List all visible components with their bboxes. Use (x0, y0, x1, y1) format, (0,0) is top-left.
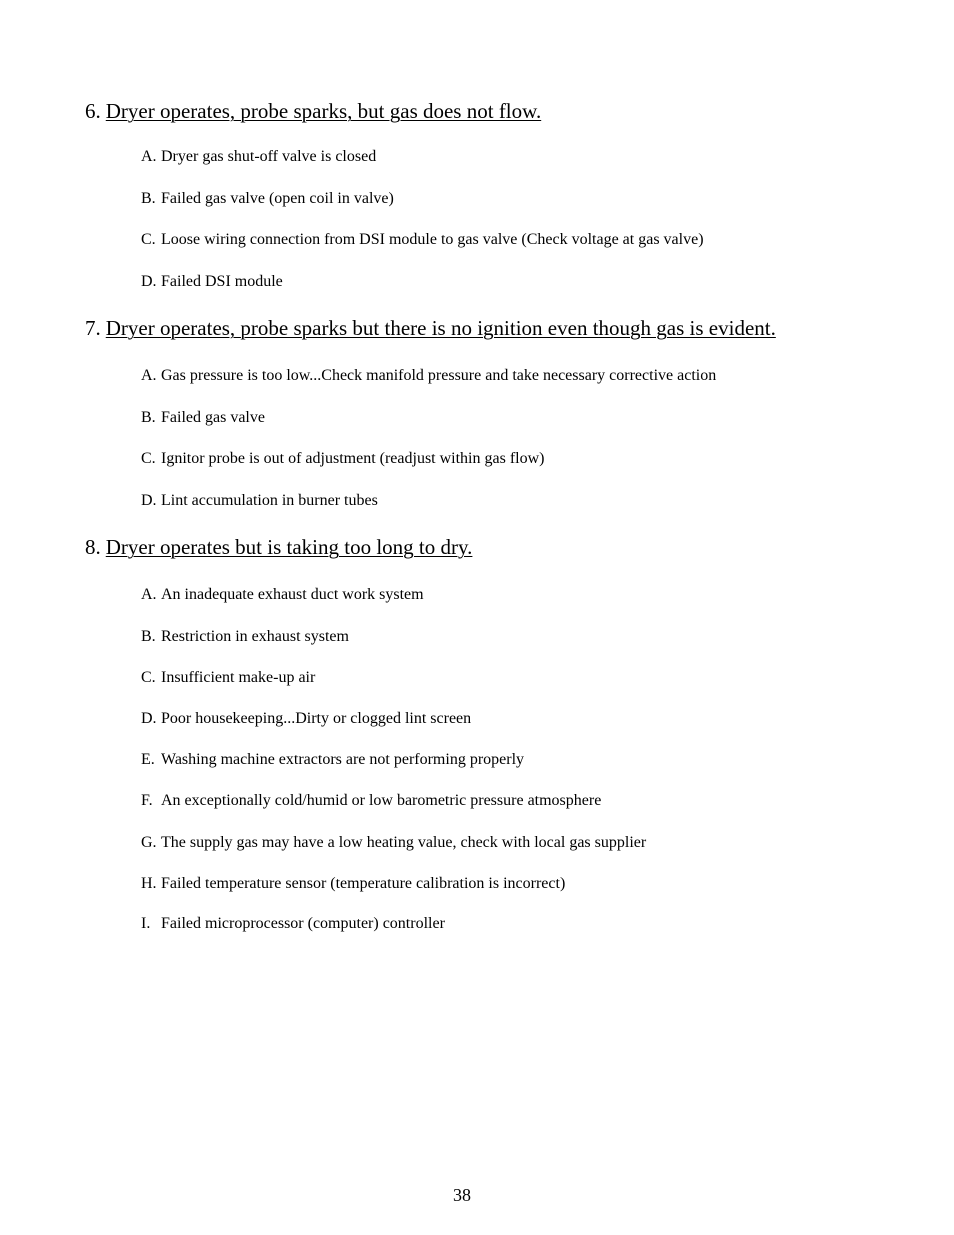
item-text: Failed DSI module (161, 273, 283, 290)
list-item (141, 874, 565, 894)
list-item (141, 914, 445, 934)
list-item (141, 709, 471, 729)
item-letter: A. (141, 148, 157, 165)
item-letter: C. (141, 669, 156, 686)
item-text: An exceptionally cold/humid or low barometric pressure atmosphere (161, 792, 602, 809)
item-text: The supply gas may have a low heating value, check with local gas supplier (161, 834, 647, 851)
list-item (141, 791, 601, 811)
list-item (141, 272, 283, 292)
section-8-heading (85, 535, 472, 559)
item-letter: A. (141, 586, 157, 603)
item-text: Ignitor probe is out of adjustment (readjust within gas flow) (161, 450, 545, 467)
list-item (141, 491, 378, 511)
item-text: Gas pressure is too low...Check manifold pressure and take necessary corrective action (161, 367, 717, 384)
section-number: 8. (85, 535, 101, 559)
item-text: Poor housekeeping...Dirty or clogged lint screen (161, 710, 472, 727)
item-text: Restriction in exhaust system (161, 628, 349, 645)
item-text: Lint accumulation in burner tubes (161, 492, 378, 509)
section-number: 7. (85, 316, 101, 340)
list-item (141, 147, 376, 167)
item-letter: B. (141, 628, 156, 645)
section-title: Dryer operates, probe sparks, but gas does not flow. (105, 99, 542, 123)
item-text: Failed gas valve (161, 409, 265, 426)
section-title: Dryer operates but is taking too long to dry. (105, 535, 473, 559)
item-text: Dryer gas shut-off valve is closed (161, 148, 377, 165)
item-letter: D. (141, 710, 157, 727)
page-number: 38 (453, 1185, 471, 1205)
section-6-heading (85, 99, 541, 123)
item-letter: F. (141, 792, 153, 809)
list-item (141, 585, 424, 605)
list-item (141, 627, 349, 647)
item-text: Failed temperature sensor (temperature calibration is incorrect) (161, 875, 566, 892)
section-number: 6. (85, 99, 101, 123)
item-letter: I. (141, 915, 151, 932)
list-item (141, 833, 646, 853)
section-title: Dryer operates, probe sparks but there is no ignition even though gas is evident. (105, 316, 776, 340)
item-letter: C. (141, 450, 156, 467)
list-item (141, 668, 315, 688)
list-item (141, 449, 544, 469)
list-item (141, 230, 704, 250)
item-letter: C. (141, 231, 156, 248)
list-item (141, 408, 265, 428)
item-text: Washing machine extractors are not performing properly (161, 751, 525, 768)
item-text: Failed microprocessor (computer) controller (161, 915, 445, 932)
item-letter: A. (141, 367, 157, 384)
section-7-heading (85, 316, 776, 340)
list-item (141, 189, 394, 209)
item-letter: B. (141, 190, 156, 207)
item-letter: D. (141, 273, 157, 290)
item-letter: E. (141, 751, 155, 768)
list-item (141, 750, 524, 770)
item-text: An inadequate exhaust duct work system (161, 586, 424, 603)
item-letter: B. (141, 409, 156, 426)
item-letter: G. (141, 834, 157, 851)
list-item (141, 366, 716, 386)
item-letter: H. (141, 875, 157, 892)
item-text: Insufficient make-up air (161, 669, 316, 686)
item-text: Failed gas valve (open coil in valve) (161, 190, 394, 207)
item-text: Loose wiring connection from DSI module to gas valve (Check voltage at gas valve) (161, 231, 704, 248)
item-letter: D. (141, 492, 157, 509)
